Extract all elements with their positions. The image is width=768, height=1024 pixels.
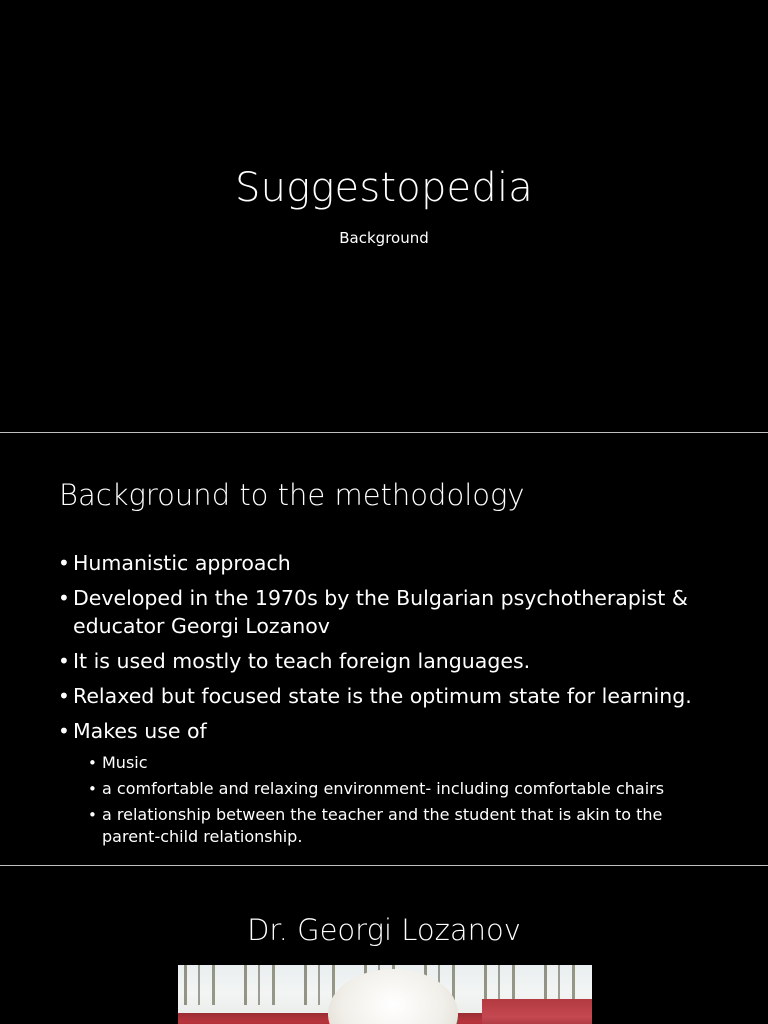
sub-bullet-item (88, 752, 718, 774)
bullet-icon: • (58, 719, 70, 743)
bullet-item (58, 647, 748, 675)
bullet-text: Humanistic approach (73, 551, 291, 575)
slide-heading: Background to the methodology (59, 478, 525, 512)
bullet-icon: • (58, 649, 70, 673)
sub-bullet-text: a relationship between the teacher and the student that is akin to the parent-child relationship. (102, 805, 663, 846)
sub-bullet-text: a comfortable and relaxing environment- including comfortable chairs (102, 779, 665, 798)
photo-bench-back (482, 999, 592, 1024)
bullet-item (58, 682, 748, 710)
sub-bullet-text: Music (102, 753, 148, 772)
bullet-icon: • (58, 586, 70, 610)
bullet-text: Relaxed but focused state is the optimum state for learning. (73, 684, 692, 708)
slide-title (0, 0, 768, 432)
bullet-text: Makes use of (73, 719, 207, 743)
bullet-icon: • (88, 754, 97, 772)
bullet-text: Developed in the 1970s by the Bulgarian psychotherapist & educator Georgi Lozanov (73, 586, 688, 638)
slide-heading: Dr. Georgi Lozanov (247, 913, 521, 947)
bullet-icon: • (88, 780, 97, 798)
slide-title-heading: Suggestopedia (235, 165, 533, 211)
slide-portrait (0, 866, 768, 1024)
bullet-item (58, 549, 748, 577)
slide-subtitle: Background (339, 229, 429, 247)
slide-background (0, 433, 768, 865)
bullet-list (58, 549, 748, 752)
bullet-icon: • (88, 806, 97, 824)
sub-bullet-item (88, 778, 718, 800)
bullet-icon: • (58, 551, 70, 575)
sub-bullet-item (88, 804, 718, 848)
bullet-item (58, 584, 748, 640)
sub-bullet-list (88, 752, 718, 852)
portrait-photo (178, 965, 592, 1024)
bullet-item (58, 717, 748, 745)
bullet-text: It is used mostly to teach foreign languages. (73, 649, 531, 673)
bullet-icon: • (58, 684, 70, 708)
